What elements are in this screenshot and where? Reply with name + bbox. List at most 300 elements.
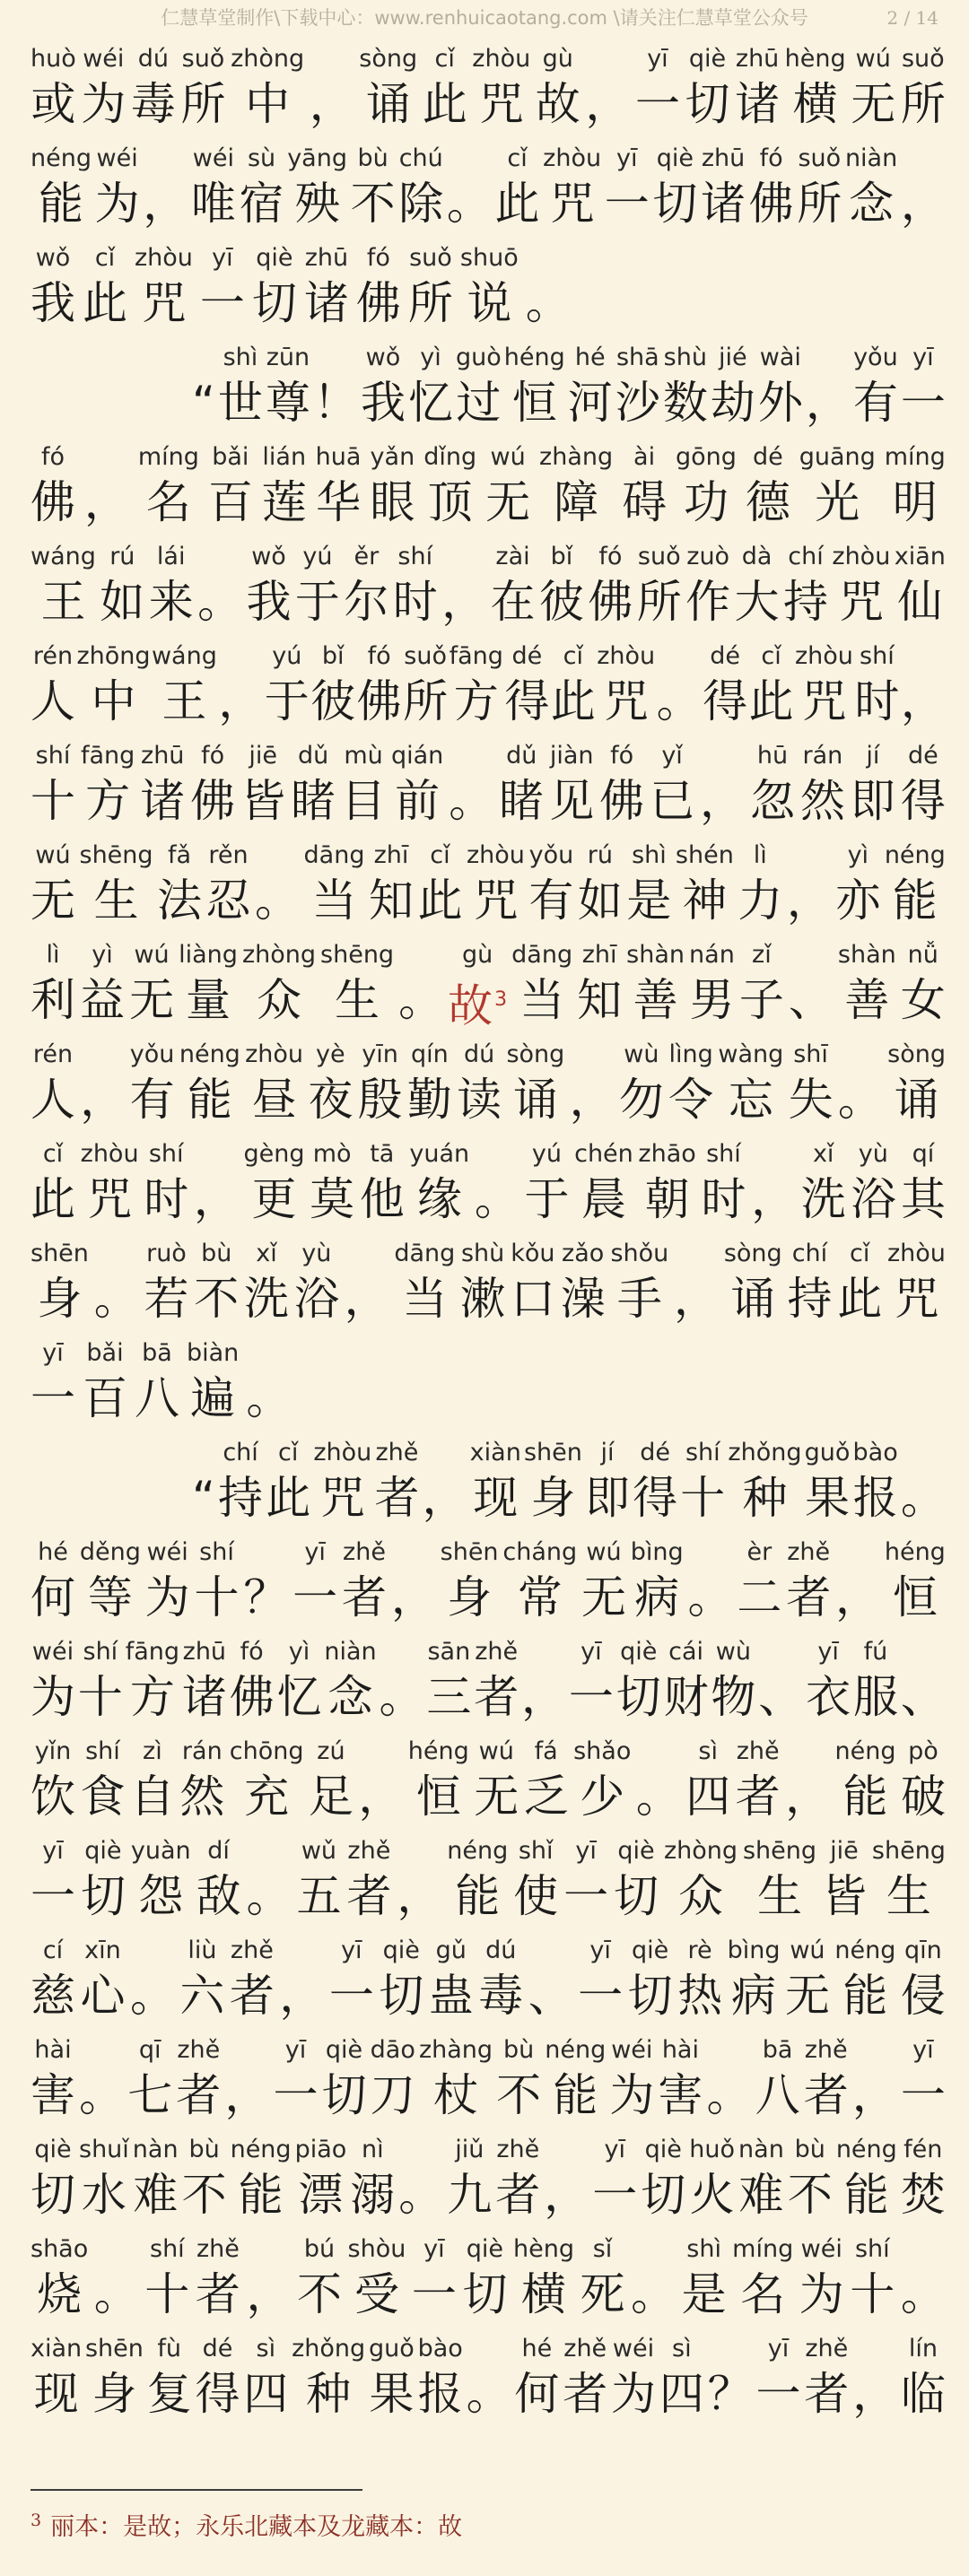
hanzi-text: 我 — [246, 576, 292, 628]
hanzi — [711, 1667, 755, 1727]
hanzi-text: 王 — [162, 675, 207, 727]
pinyin: lì — [753, 841, 767, 869]
hanzi — [31, 74, 75, 134]
character-unit — [495, 2135, 540, 2224]
character-unit — [240, 741, 285, 831]
character-unit — [836, 2135, 897, 2224]
pinyin: wéi — [800, 2235, 842, 2263]
character-unit — [144, 2234, 189, 2324]
hanzi — [162, 672, 206, 731]
hanzi-text: 得 — [633, 1472, 678, 1524]
hanzi-text: 能 — [843, 2169, 889, 2221]
character-unit — [273, 2035, 318, 2125]
hanzi — [380, 1667, 424, 1727]
hanzi — [350, 2165, 395, 2224]
pinyin: shù — [460, 1240, 505, 1267]
hanzi — [245, 74, 290, 134]
hanzi — [224, 2066, 269, 2125]
hanzi-text: 。 — [398, 974, 444, 1026]
hanzi-text: 生 — [886, 1870, 931, 1922]
hanzi-text: 前 — [395, 775, 441, 827]
character-unit — [341, 741, 386, 831]
pinyin: jiàn — [549, 742, 594, 770]
pinyin: shēng — [871, 1837, 946, 1865]
hanzi — [196, 1867, 241, 1926]
character-unit — [83, 1338, 127, 1428]
hanzi — [100, 572, 144, 631]
pinyin: wéi — [96, 144, 138, 172]
hanzi — [251, 1170, 296, 1229]
hanzi-text: 知 — [368, 875, 414, 927]
hanzi-text: 复 — [146, 2368, 192, 2420]
character-unit — [100, 542, 144, 631]
hanzi-text: 三 — [426, 1671, 472, 1723]
character-unit — [179, 1736, 224, 1826]
footnote — [31, 2507, 462, 2542]
footnote-number: 3 — [31, 2511, 42, 2530]
hanzi-text: ， — [544, 2169, 589, 2221]
character-unit — [350, 2135, 395, 2224]
character-unit — [659, 2334, 704, 2424]
pinyin: héng — [407, 1737, 469, 1765]
character-unit — [513, 1836, 558, 1926]
hanzi — [685, 74, 730, 134]
hanzi — [252, 1070, 297, 1129]
pinyin: zì — [143, 1737, 162, 1765]
hanzi-text: ， — [279, 1970, 325, 2022]
pinyin: yī — [912, 2036, 934, 2064]
hanzi-text: ， — [358, 1771, 404, 1823]
pinyin: rú — [587, 841, 614, 869]
character-unit — [277, 1637, 322, 1727]
character-unit — [901, 44, 946, 134]
hanzi — [835, 1568, 880, 1627]
hanzi — [78, 1667, 123, 1727]
character-unit — [701, 1139, 746, 1229]
hanzi-text: 心 — [80, 1970, 126, 2022]
hanzi — [402, 1269, 447, 1328]
hanzi-text: 所 — [636, 576, 682, 628]
hanzi — [179, 1966, 224, 2025]
hanzi — [650, 771, 694, 831]
hanzi-text: 者 — [346, 1870, 392, 1922]
character-unit — [785, 44, 846, 134]
hanzi — [94, 871, 139, 930]
hanzi — [578, 1966, 623, 2025]
pinyin: bǐ — [321, 642, 345, 670]
hanzi-text: 现 — [473, 1472, 519, 1524]
hanzi — [755, 2066, 800, 2125]
hanzi — [308, 1070, 353, 1129]
character-unit — [835, 1736, 896, 1826]
hanzi-text: 无 — [129, 974, 175, 1026]
character-unit — [31, 144, 92, 233]
character-unit — [685, 1736, 730, 1826]
character-unit — [619, 1040, 664, 1129]
character-unit — [467, 2334, 511, 2424]
hanzi-text: 四 — [243, 2368, 289, 2420]
character-unit — [147, 2334, 192, 2424]
hanzi-text: 不 — [194, 1273, 240, 1325]
hanzi-text: 有 — [129, 1074, 175, 1126]
pinyin: shā — [615, 344, 659, 371]
hanzi-text: 诸 — [303, 277, 349, 329]
pinyin: rén — [32, 642, 74, 670]
hanzi-text: 足 — [308, 1771, 354, 1823]
hanzi — [449, 771, 493, 831]
hanzi-text: 时 — [392, 576, 438, 628]
pinyin: néng — [447, 1837, 509, 1865]
hanzi — [130, 1667, 175, 1727]
footnote-ref[interactable]: 3 — [494, 988, 508, 1011]
hanzi — [740, 2265, 785, 2324]
hanzi — [886, 1867, 931, 1926]
hanzi — [797, 174, 842, 233]
hanzi — [369, 871, 414, 930]
pinyin: wéi — [146, 1538, 188, 1566]
pinyin: dú — [137, 45, 170, 73]
hanzi-text: 者 — [195, 2268, 240, 2320]
hanzi-text: 得 — [504, 675, 550, 727]
pinyin: yì — [288, 1638, 310, 1666]
hanzi — [617, 1269, 662, 1328]
hanzi — [144, 1170, 188, 1229]
pinyin: hé — [574, 344, 606, 371]
character-unit — [391, 741, 443, 831]
hanzi — [485, 473, 530, 532]
pinyin: yù — [301, 1240, 332, 1267]
hanzi-text: 此 — [266, 1472, 311, 1524]
hanzi — [429, 1966, 474, 2025]
pinyin: yī — [304, 1538, 326, 1566]
hanzi — [196, 2265, 240, 2324]
hanzi — [31, 1966, 75, 2025]
pinyin: dà — [741, 543, 773, 570]
hanzi — [837, 1269, 882, 1328]
pinyin: hé — [521, 2335, 553, 2363]
hanzi-text: 咒 — [549, 178, 595, 230]
hanzi-text: 利 — [31, 974, 75, 1026]
character-unit — [358, 1040, 403, 1129]
pinyin: wáng — [31, 543, 96, 570]
character-unit — [561, 1239, 606, 1328]
pinyin: shì — [686, 2235, 721, 2263]
character-unit — [192, 1438, 215, 1527]
pinyin: rán — [181, 1737, 223, 1765]
character-unit — [374, 1438, 419, 1527]
pinyin: shí — [397, 543, 433, 570]
pinyin: cǐ — [94, 244, 116, 272]
pinyin: chén — [574, 1140, 633, 1168]
pinyin: jiē — [249, 742, 277, 770]
pinyin: bǎi — [86, 1339, 124, 1367]
hanzi — [611, 2364, 656, 2424]
pinyin: xǐ — [812, 1140, 834, 1168]
hanzi-text: 刀 — [370, 2069, 415, 2121]
character-unit — [344, 542, 388, 631]
character-unit — [194, 1139, 239, 1229]
pinyin: rú — [109, 543, 135, 570]
character-unit — [728, 1936, 781, 2025]
pinyin: fú — [863, 1638, 888, 1666]
hanzi — [521, 2265, 566, 2324]
character-unit — [528, 1936, 573, 2025]
hanzi — [418, 2364, 463, 2424]
hanzi — [645, 1170, 690, 1229]
pinyin: zǐ — [752, 941, 772, 969]
hanzi-text: 莲 — [261, 476, 307, 528]
hanzi-text: 敌 — [196, 1870, 241, 1922]
character-unit — [417, 840, 462, 930]
character-unit — [724, 1239, 782, 1328]
character-unit — [423, 44, 467, 134]
pinyin: néng — [884, 841, 946, 869]
hanzi — [129, 970, 174, 1030]
hanzi — [456, 373, 501, 432]
text-line — [31, 1926, 946, 2025]
character-unit — [736, 1736, 781, 1826]
pinyin: shí — [199, 1538, 234, 1566]
hanzi — [495, 2165, 540, 2224]
hanzi-text: 诸 — [701, 178, 746, 230]
hanzi — [182, 1667, 227, 1727]
character-unit — [738, 840, 782, 930]
hanzi — [310, 672, 355, 731]
hanzi — [530, 1468, 575, 1527]
hanzi — [577, 970, 622, 1030]
hanzi-text: 我 — [360, 377, 406, 429]
hanzi-text: 病 — [731, 1970, 777, 2022]
hanzi — [92, 2364, 136, 2424]
pinyin: néng — [545, 2036, 607, 2064]
hanzi-text: ， — [344, 1273, 389, 1325]
hanzi-text: 难 — [738, 2169, 784, 2221]
character-unit — [208, 442, 253, 532]
character-unit — [342, 1537, 387, 1627]
hanzi-text: 。 — [197, 576, 243, 628]
pinyin: shì — [632, 841, 667, 869]
hanzi-text: 忘 — [728, 1074, 773, 1126]
hanzi — [180, 74, 225, 134]
hanzi — [473, 1468, 518, 1527]
hanzi-text: 者 — [563, 2368, 608, 2420]
hanzi — [297, 2265, 342, 2324]
pinyin: shí — [148, 1140, 184, 1168]
hanzi — [85, 771, 130, 831]
hanzi-text: 为 — [609, 2069, 655, 2121]
hanzi-text: 如 — [100, 576, 145, 628]
character-unit — [804, 2035, 849, 2125]
hanzi-text: ， — [80, 1074, 126, 1126]
character-unit — [901, 940, 946, 1030]
character-unit — [265, 641, 310, 731]
character-unit — [551, 641, 596, 731]
pinyin: zhě — [375, 1439, 419, 1466]
hanzi — [580, 1767, 624, 1826]
hanzi — [685, 572, 730, 631]
hanzi-text: 顶 — [427, 476, 473, 528]
character-unit — [789, 1040, 834, 1129]
pinyin: liàng — [179, 941, 238, 969]
hanzi — [550, 174, 595, 233]
hanzi — [901, 672, 946, 731]
character-unit — [192, 343, 215, 432]
hanzi — [345, 1269, 389, 1328]
character-unit — [391, 1537, 436, 1627]
hanzi-text: 子 — [738, 974, 784, 1026]
hanzi — [789, 970, 834, 1030]
character-unit — [131, 44, 176, 134]
hanzi — [395, 771, 440, 831]
hanzi — [335, 970, 380, 1030]
pinyin: fó — [366, 244, 390, 272]
pinyin: nàn — [738, 2136, 784, 2163]
character-unit — [657, 641, 702, 731]
pinyin: wù — [624, 1040, 659, 1068]
hanzi-text: 朝 — [644, 1173, 690, 1225]
hanzi-text: 病 — [634, 1571, 680, 1623]
hanzi — [398, 174, 443, 233]
hanzi-text: 为 — [94, 178, 140, 230]
hanzi-text: 时 — [854, 675, 900, 727]
pinyin: zhū — [701, 144, 746, 172]
character-unit — [735, 542, 780, 631]
pinyin: kǒu — [511, 1240, 555, 1267]
hanzi-text: 诸 — [735, 78, 781, 130]
hanzi — [130, 1070, 175, 1129]
character-unit — [568, 343, 613, 432]
hanzi — [839, 572, 884, 631]
character-unit — [247, 542, 292, 631]
character-unit — [524, 1736, 569, 1826]
hanzi-text: 数 — [662, 377, 708, 429]
hanzi-text: 此 — [494, 178, 540, 230]
hanzi-text: 佛 — [355, 277, 401, 329]
character-unit — [851, 44, 895, 134]
pinyin: qí — [912, 1140, 935, 1168]
pinyin: dǔ — [506, 742, 537, 770]
hanzi-text: 人 — [31, 675, 75, 727]
pinyin: jiē — [830, 1837, 859, 1865]
character-unit — [610, 1239, 668, 1328]
hanzi-text: 横 — [792, 78, 838, 130]
character-unit — [834, 1936, 895, 2025]
pinyin: yī — [341, 1936, 362, 1964]
hanzi-text: 一 — [900, 2069, 946, 2121]
character-unit — [79, 2135, 129, 2224]
character-unit — [737, 1537, 781, 1627]
hanzi — [800, 771, 845, 831]
hanzi-text: 水 — [81, 2169, 127, 2221]
character-unit — [478, 1936, 523, 2025]
hanzi — [626, 871, 671, 930]
pinyin: hé — [38, 1538, 68, 1566]
hanzi — [312, 871, 357, 930]
hanzi-text: 种 — [306, 2368, 352, 2420]
character-unit — [689, 940, 735, 1030]
hanzi-text: 怨 — [138, 1870, 184, 1922]
hanzi — [342, 1568, 387, 1627]
hanzi-text: 善 — [844, 974, 890, 1026]
character-unit — [85, 2334, 144, 2424]
pinyin: shāo — [31, 2235, 89, 2263]
character-unit — [806, 1637, 851, 1727]
hanzi-text: 烧 — [37, 2268, 83, 2320]
hanzi-text: 德 — [745, 476, 790, 528]
hanzi-text: 说 — [467, 277, 512, 329]
character-unit — [144, 1139, 188, 1229]
pinyin: dé — [640, 1439, 671, 1466]
character-unit — [746, 442, 790, 532]
hanzi — [894, 1269, 938, 1328]
hanzi — [239, 2165, 284, 2224]
pinyin: lián — [262, 443, 307, 471]
hanzi-text: 能 — [238, 2169, 284, 2221]
hanzi-text: 财 — [663, 1671, 709, 1723]
character-unit — [758, 343, 803, 432]
hanzi-text: ， — [851, 2069, 897, 2121]
hanzi — [130, 1767, 175, 1826]
pinyin: zhū — [735, 45, 780, 73]
pinyin: ài — [633, 443, 656, 471]
pinyin: huā — [315, 443, 362, 471]
pinyin: rěn — [208, 841, 249, 869]
hanzi-text: 。 — [79, 2069, 125, 2121]
hanzi — [835, 871, 880, 930]
character-unit — [711, 343, 755, 432]
hanzi — [853, 373, 898, 432]
character-unit — [700, 741, 745, 831]
pinyin: hài — [34, 2036, 72, 2064]
pinyin: wài — [759, 344, 801, 371]
pinyin: néng — [31, 144, 92, 172]
character-unit — [901, 1936, 946, 2025]
hanzi-text: 故 — [448, 979, 493, 1032]
character-unit — [506, 1040, 564, 1129]
hanzi — [664, 1667, 709, 1727]
hanzi-text: 力 — [738, 875, 783, 927]
hanzi-text: 身 — [447, 1571, 493, 1623]
hanzi — [619, 1070, 664, 1129]
hanzi — [793, 74, 838, 134]
pinyin: wǒ — [35, 244, 71, 272]
character-unit — [131, 1836, 191, 1926]
hanzi — [581, 1568, 626, 1627]
character-unit — [218, 343, 263, 432]
pinyin: zhǒng — [728, 1439, 802, 1466]
character-unit — [176, 2035, 221, 2125]
hanzi-text: 外 — [757, 377, 803, 429]
character-unit — [31, 840, 75, 930]
hanzi-text: ， — [785, 1771, 831, 1823]
hanzi — [901, 2364, 946, 2424]
hanzi — [474, 1767, 519, 1826]
hanzi — [144, 1269, 188, 1328]
hanzi-text: 能 — [892, 875, 938, 927]
hanzi-text: 能 — [842, 1970, 888, 2022]
hanzi-text: 在 — [490, 576, 536, 628]
hanzi-text: 皆 — [821, 1870, 867, 1922]
hanzi-text: 佛 — [588, 576, 633, 628]
pinyin: shēn — [84, 2335, 144, 2363]
pinyin: zhàng — [418, 2036, 493, 2064]
hanzi — [31, 970, 75, 1030]
pinyin: chí — [223, 1439, 258, 1466]
pinyin: jiǔ — [455, 2136, 484, 2163]
hanzi — [787, 871, 832, 930]
hanzi — [524, 1170, 569, 1229]
pinyin: qiè — [631, 1936, 669, 1964]
